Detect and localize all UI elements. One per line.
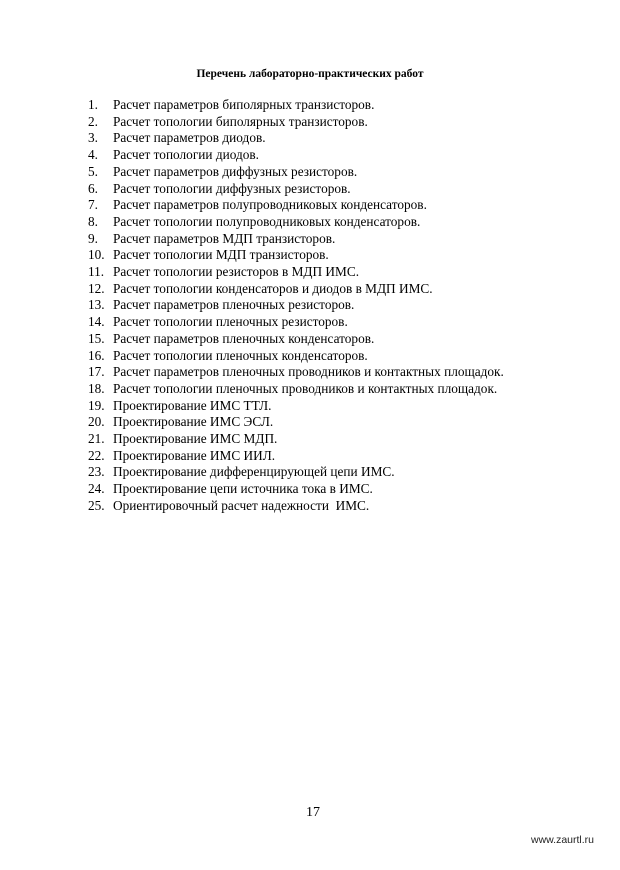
list-item xyxy=(88,498,588,515)
list-item-number: 4. xyxy=(88,147,98,163)
list-item xyxy=(88,464,588,481)
list-item xyxy=(88,314,588,331)
list-item-number: 24. xyxy=(88,481,105,497)
list-item-number: 12. xyxy=(88,280,105,296)
list-item xyxy=(88,281,588,298)
list-item-text: Проектирование цепи источника тока в ИМС. xyxy=(113,481,373,497)
list-item-number: 2. xyxy=(88,113,98,129)
list-item-text: Расчет топологии биполярных транзисторов. xyxy=(113,113,368,129)
list-item xyxy=(88,181,588,198)
list-item-number: 25. xyxy=(88,497,105,513)
list-item-number: 17. xyxy=(88,364,105,380)
list-item-text: Расчет параметров диффузных резисторов. xyxy=(113,163,358,179)
list-item xyxy=(88,197,588,214)
list-item-number: 6. xyxy=(88,180,98,196)
list-item-number: 9. xyxy=(88,230,98,246)
page-number: 17 xyxy=(306,805,320,820)
list-item-text: Проектирование дифференцирующей цепи ИМС. xyxy=(113,464,395,480)
list-item xyxy=(88,481,588,498)
list-item-text: Расчет топологии пленочных проводников и контактных площадок. xyxy=(113,380,498,396)
list-item-number: 22. xyxy=(88,447,105,463)
list-item-number: 19. xyxy=(88,397,105,413)
watermark-url: www.zaurtl.ru xyxy=(530,834,594,846)
list-item xyxy=(88,264,588,281)
list-item-number: 23. xyxy=(88,464,105,480)
document-title: Перечень лабораторно-практических работ xyxy=(196,68,424,80)
lab-work-list xyxy=(88,97,588,515)
list-item-text: Расчет параметров пленочных резисторов. xyxy=(113,297,355,313)
list-item-number: 21. xyxy=(88,431,105,447)
list-item-number: 13. xyxy=(88,297,105,313)
list-item-text: Расчет параметров МДП транзисторов. xyxy=(113,230,336,246)
list-item-number: 5. xyxy=(88,163,98,179)
list-item-text: Проектирование ИМС ЭСЛ. xyxy=(113,414,274,430)
list-item-number: 20. xyxy=(88,414,105,430)
list-item-text: Проектирование ИМС ИИЛ. xyxy=(113,447,276,463)
list-item-text: Расчет топологии диффузных резисторов. xyxy=(113,180,351,196)
list-item xyxy=(88,381,588,398)
list-item xyxy=(88,398,588,415)
list-item-text: Расчет топологии резисторов в МДП ИМС. xyxy=(113,264,360,280)
list-item-text: Расчет топологии пленочных резисторов. xyxy=(113,314,348,330)
list-item xyxy=(88,114,588,131)
list-item xyxy=(88,431,588,448)
list-item xyxy=(88,164,588,181)
list-item xyxy=(88,214,588,231)
list-item-number: 18. xyxy=(88,380,105,396)
list-item-text: Расчет топологии диодов. xyxy=(113,147,259,163)
list-item-text: Расчет параметров полупроводниковых конденсаторов. xyxy=(113,197,427,213)
list-item-text: Расчет топологии пленочных конденсаторов. xyxy=(113,347,368,363)
list-item-text: Проектирование ИМС ТТЛ. xyxy=(113,397,272,413)
list-item-text: Ориентировочный расчет надежности ИМС. xyxy=(113,497,370,513)
list-item xyxy=(88,331,588,348)
list-item xyxy=(88,130,588,147)
list-item-text: Проектирование ИМС МДП. xyxy=(113,431,278,447)
list-item-text: Расчет параметров диодов. xyxy=(113,130,266,146)
list-item-number: 14. xyxy=(88,314,105,330)
list-item xyxy=(88,147,588,164)
list-item xyxy=(88,414,588,431)
list-item-text: Расчет топологии конденсаторов и диодов в МДП ИМС. xyxy=(113,280,433,296)
list-item xyxy=(88,364,588,381)
list-item-text: Расчет параметров пленочных проводников и контактных площадок. xyxy=(113,364,504,380)
list-item xyxy=(88,348,588,365)
list-item-number: 16. xyxy=(88,347,105,363)
list-item-text: Расчет параметров пленочных конденсаторов. xyxy=(113,330,375,346)
list-item xyxy=(88,448,588,465)
list-item-number: 1. xyxy=(88,97,98,112)
list-item-number: 11. xyxy=(88,264,105,280)
list-item xyxy=(88,231,588,248)
list-item xyxy=(88,297,588,314)
list-item-number: 15. xyxy=(88,330,105,346)
list-item-number: 8. xyxy=(88,213,98,229)
list-item-number: 7. xyxy=(88,197,98,213)
list-item-text: Расчет параметров биполярных транзисторов. xyxy=(113,97,375,112)
list-item-text: Расчет топологии полупроводниковых конденсаторов. xyxy=(113,213,421,229)
list-item-number: 3. xyxy=(88,130,98,146)
list-item-number: 10. xyxy=(88,247,105,263)
list-item xyxy=(88,247,588,264)
list-item xyxy=(88,97,588,114)
list-item-text: Расчет топологии МДП транзисторов. xyxy=(113,247,329,263)
